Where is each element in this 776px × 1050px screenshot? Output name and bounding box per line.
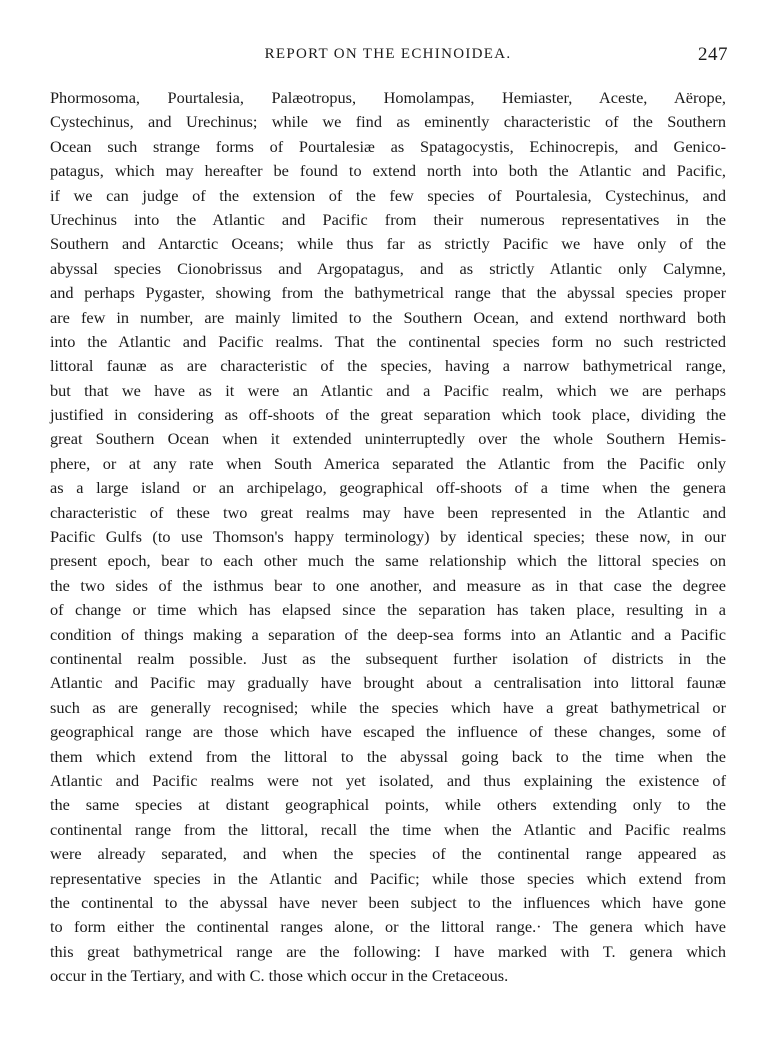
text-line: them which extend from the littoral to the abyssal going back to the time when the bbox=[50, 746, 726, 766]
text-line: littoral faunæ as are characteristic of the species, having a narrow bathymetrical range, bbox=[50, 356, 726, 376]
text-line: representative species in the Atlantic and Pacific; while those species which extend from bbox=[50, 868, 726, 888]
text-line: Pacific Gulfs (to use Thomson's happy terminology) by identical species; these now, in our bbox=[50, 527, 726, 547]
text-line: continental range from the littoral, recall the time when the Atlantic and Pacific realms bbox=[50, 819, 726, 839]
text-line: Ocean such strange forms of Pourtalesiæ as Spatagocystis, Echinocrepis, and Genico- bbox=[50, 136, 726, 156]
text-line: to form either the continental ranges alone, or the littoral range.· The genera which have bbox=[50, 917, 726, 937]
text-line: this great bathymetrical range are the following: I have marked with T. genera which bbox=[50, 941, 726, 961]
text-line: great Southern Ocean when it extended uninterruptedly over the whole Southern Hemis- bbox=[50, 429, 726, 449]
running-head bbox=[48, 44, 728, 68]
text-line: condition of things making a separation of the deep-sea forms into an Atlantic and a Pacific bbox=[50, 624, 726, 644]
text-line: Southern and Antarctic Oceans; while thus far as strictly Pacific we have only of the bbox=[50, 234, 726, 254]
text-line: Cystechinus, and Urechinus; while we find as eminently characteristic of the Southern bbox=[50, 112, 726, 132]
text-line: are few in number, are mainly limited to the Southern Ocean, and extend northward both bbox=[50, 307, 726, 327]
text-line: Atlantic and Pacific may gradually have brought about a centralisation into littoral faunæ bbox=[50, 673, 726, 693]
text-line: were already separated, and when the species of the continental range appeared as bbox=[50, 844, 726, 864]
text-line: Phormosoma, Pourtalesia, Palæotropus, Homolampas, Hemiaster, Aceste, Aërope, bbox=[50, 88, 726, 107]
text-line: and perhaps Pygaster, showing from the bathymetrical range that the abyssal species proper bbox=[50, 283, 726, 303]
text-line: continental realm possible. Just as the subsequent further isolation of districts in the bbox=[50, 648, 726, 668]
text-line: into the Atlantic and Pacific realms. That the continental species form no such restricted bbox=[50, 331, 726, 351]
text-line: the same species at distant geographical points, while others extending only to the bbox=[50, 795, 726, 815]
text-line: of change or time which has elapsed since the separation has taken place, resulting in a bbox=[50, 600, 726, 620]
page-number: 247 bbox=[698, 44, 728, 65]
text-line: present epoch, bear to each other much the same relationship which the littoral species on bbox=[50, 551, 726, 571]
text-line: patagus, which may hereafter be found to extend north into both the Atlantic and Pacific, bbox=[50, 161, 726, 181]
text-line: occur in the Tertiary, and with C. those which occur in the Cretaceous. bbox=[50, 966, 509, 986]
text-line: justified in considering as off-shoots of the great separation which took place, dividing the bbox=[50, 405, 726, 425]
text-line: the two sides of the isthmus bear to one another, and measure as in that case the degree bbox=[50, 575, 726, 595]
text-line: characteristic of these two great realms may have been represented in the Atlantic and bbox=[50, 502, 726, 522]
text-line: geographical range are those which have escaped the influence of these changes, some of bbox=[50, 722, 726, 742]
text-line: Atlantic and Pacific realms were not yet isolated, and thus explaining the existence of bbox=[50, 770, 726, 790]
text-line: phere, or at any rate when South America separated the Atlantic from the Pacific only bbox=[50, 453, 726, 473]
running-title: REPORT ON THE ECHINOIDEA. bbox=[264, 46, 512, 62]
text-line: but that we have as it were an Atlantic and a Pacific realm, which we are perhaps bbox=[50, 380, 726, 400]
body-paragraph bbox=[50, 86, 726, 988]
text-line: the continental to the abyssal have never been subject to the influences which have gone bbox=[50, 892, 726, 912]
text-line: abyssal species Cionobrissus and Argopatagus, and as strictly Atlantic only Calymne, bbox=[50, 258, 726, 278]
text-line: Urechinus into the Atlantic and Pacific from their numerous representatives in the bbox=[50, 209, 726, 229]
text-line: such as are generally recognised; while the species which have a great bathymetrical or bbox=[50, 697, 726, 717]
text-line: if we can judge of the extension of the few species of Pourtalesia, Cystechinus, and bbox=[50, 185, 726, 205]
text-line: as a large island or an archipelago, geographical off-shoots of a time when the genera bbox=[50, 478, 726, 498]
